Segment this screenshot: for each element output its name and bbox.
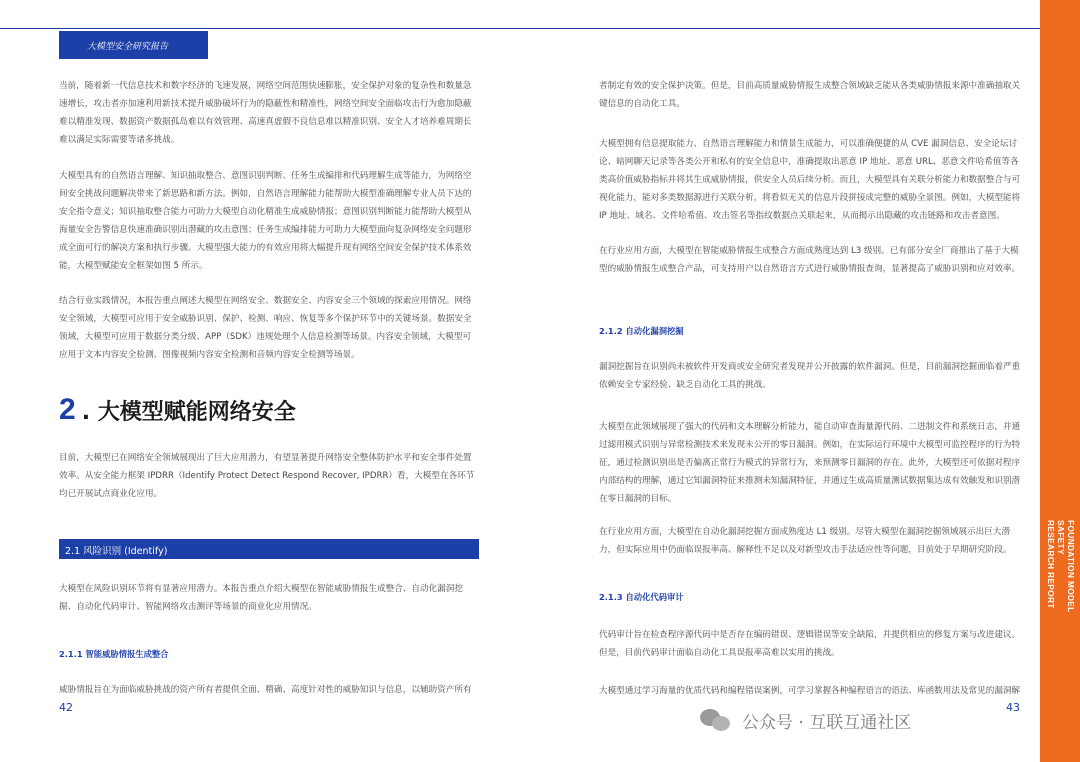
left-paragraph-6: 威胁情报旨在为面临威胁挑战的资产所有者提供全面、精确、高度针对性的威胁知识与信息，以辅助资产所有	[59, 685, 472, 695]
subsubsection-heading: 2.1.3 自动化代码审计	[599, 592, 684, 602]
right-paragraph-4: 漏洞挖掘旨在识别尚未被软件开发商或安全研究者发现并公开披露的软件漏洞。但是，目前漏洞挖掘面临着严重依赖安全专家经验、缺乏自动化工具的挑战。	[599, 362, 1021, 390]
side-tab-label	[1046, 520, 1076, 630]
wechat-icon	[700, 707, 732, 733]
left-paragraph-2: 大模型具有的自然语言理解、知识抽取整合、意图识别判断、任务生成编排和代码理解生成等能力，为网络空间安全挑战问题解决带来了新思路和新方法。例如，自然语言理解能力能帮助大模型准确理解专业人员下达的安全指令意义；知识抽取整合能力可助力大模型自动化精准生成威胁情报；意图识别判断能力能帮助大模型从海量安全告警信息快速准确识别出潜藏的攻击意图；任务生成编排能力可助力大模型面向复杂网络安全问题形成全面可行的解决方案和执行步骤。大模型强大能力的有效应用将大幅提升现有网络空间安全保护技术体系效能，大模型赋能安全框架如图 5 所示。	[59, 171, 472, 271]
subsubsection-heading: 2.1.1 智能威胁情报生成整合	[59, 649, 169, 659]
side-tab-line-1: FOUNDATION MODEL SAFETY	[1056, 520, 1076, 613]
section-number: 2	[59, 393, 76, 426]
left-paragraph-1: 当前，随着新一代信息技术和数字经济的飞速发展，网络空间范围快速膨胀，安全保护对象的复杂性和数量急速增长，攻击者亦加速利用新技术提升威胁破坏行为的隐蔽性和精准性，网络空间安全面临攻击行为愈加隐蔽难以精准发现、数据资产数据孤岛难以有效管理、高速真虚假不良信息难以精准识别、安全人才培养难周期长难以满足实际需要等诸多挑战。	[59, 81, 472, 145]
side-tab	[1040, 0, 1080, 762]
page-number-right: 43	[1006, 701, 1020, 714]
right-paragraph-7: 代码审计旨在检查程序源代码中是否存在编码错误、逻辑错误等安全缺陷，并提供相应的修复方案与改进建议。但是，目前代码审计面临自动化工具误报率高难以实用的挑战。	[599, 630, 1021, 658]
left-paragraph-5: 大模型在风险识别环节将有显著应用潜力。本报告重点介绍大模型在智能威胁情报生成整合、自动化漏洞挖掘、自动化代码审计、智能网络攻击测评等场景的商业化应用情况。	[59, 584, 463, 612]
side-tab-line-2: RESEARCH REPORT	[1046, 520, 1056, 609]
watermark	[700, 707, 911, 733]
right-paragraph-5: 大模型在此领域展现了强大的代码和文本理解分析能力，能自动审查海量源代码、二进制文件和系统日志，并通过滤用模式识别与异常检测技术来发现未公开的零日漏洞。例如，在实际运行环境中大模型可监控程序的行为特征，通过检测识别出是否偏离正常行为模式的异常行为，来预测零日漏洞的存在。此外，大模型还可依据对程序内部结构的理解，通过它知漏洞特征来推测未知漏洞特征，并通过生成高质量测试数据集达成有效触发和识别潜在零日漏洞的目标。	[599, 422, 1021, 504]
section-heading	[59, 393, 296, 427]
left-paragraph-4: 目前，大模型已在网络安全领域展现出了巨大应用潜力，有望显著提升网络安全整体防护水平和安全事件处置效率。从安全能力框架 IPDRR（Identify Protect Detect Respond Recover, IPDRR）看，大模型在各环节均已开展试点商业化应用。	[59, 453, 475, 499]
subsection-heading-bar: 2.1 风险识别 (Identify)	[59, 539, 479, 559]
page-number-left: 42	[59, 701, 73, 714]
left-paragraph-3: 结合行业实践情况，本报告重点阐述大模型在网络安全、数据安全、内容安全三个领域的探索应用情况。网络安全领域，大模型可应用于安全威胁识别、保护、检测、响应、恢复等多个保护环节中的关键场景。数据安全领域，大模型可应用于数据分类分级、APP（SDK）违规处理个人信息检测等场景。内容安全领域，大模型可应用于文本内容安全检测、图像视频内容安全检测和音频内容安全检测等场景。	[59, 296, 472, 360]
right-paragraph-1: 者制定有效的安全保护决策。但是，目前高质量威胁情报生成整合领域缺乏能从各类威胁情报来源中准确抽取关键信息的自动化工具。	[599, 81, 1021, 109]
right-paragraph-3: 在行业应用方面，大模型在智能威胁情报生成整合方面成熟度达到 L3 级别。已有部分安全厂商推出了基于大模型的威胁情报生成整合产品，可支持用户以自然语言方式进行威胁情报查询，显著提高了威胁识别和应对效率。	[599, 246, 1021, 274]
right-page	[540, 0, 1080, 762]
subsubsection-heading: 2.1.2 自动化漏洞挖掘	[599, 326, 684, 336]
report-title-tab: 大模型安全研究报告	[59, 31, 208, 59]
right-paragraph-2: 大模型拥有信息提取能力、自然语言理解能力和情景生成能力，可以准确便捷的从 CVE 漏洞信息、安全论坛讨论、暗网聊天记录等各类公开和私有的安全信息中，准确提取出恶意 IP 地址、恶意 URL、恶意文件哈希值等各类高价值威胁指标并将其生成威胁情报，供安全人员后续分析。而且，大模型具有关联分析能力和数据整合与可视化能力，能对多类数据源进行关联分析，将看似无关的信息片段拼接成完整的威胁全景图。例如，大模型能将 IP 地址、域名、文件哈希值、攻击签名等指纹数据点关联起来，从而揭示出隐藏的攻击链路和攻击者意图。	[599, 139, 1021, 221]
right-paragraph-8: 大模型通过学习海量的优质代码和编程错误案例，可学习掌握各种编程语言的语法、库函数用法及常见的漏洞解	[599, 686, 1021, 696]
section-title: . 大模型赋能网络安全	[81, 400, 296, 425]
right-paragraph-6: 在行业应用方面，大模型在自动化漏洞挖掘方面成熟度达 L1 级别。尽管大模型在漏洞挖掘领域展示出巨大潜力，但实际应用中仍面临误报率高、解释性不足以及对新型攻击手法适应性等问题，目前处于早期研究阶段。	[599, 527, 1012, 555]
watermark-text: 公众号 · 互联互通社区	[742, 712, 912, 733]
